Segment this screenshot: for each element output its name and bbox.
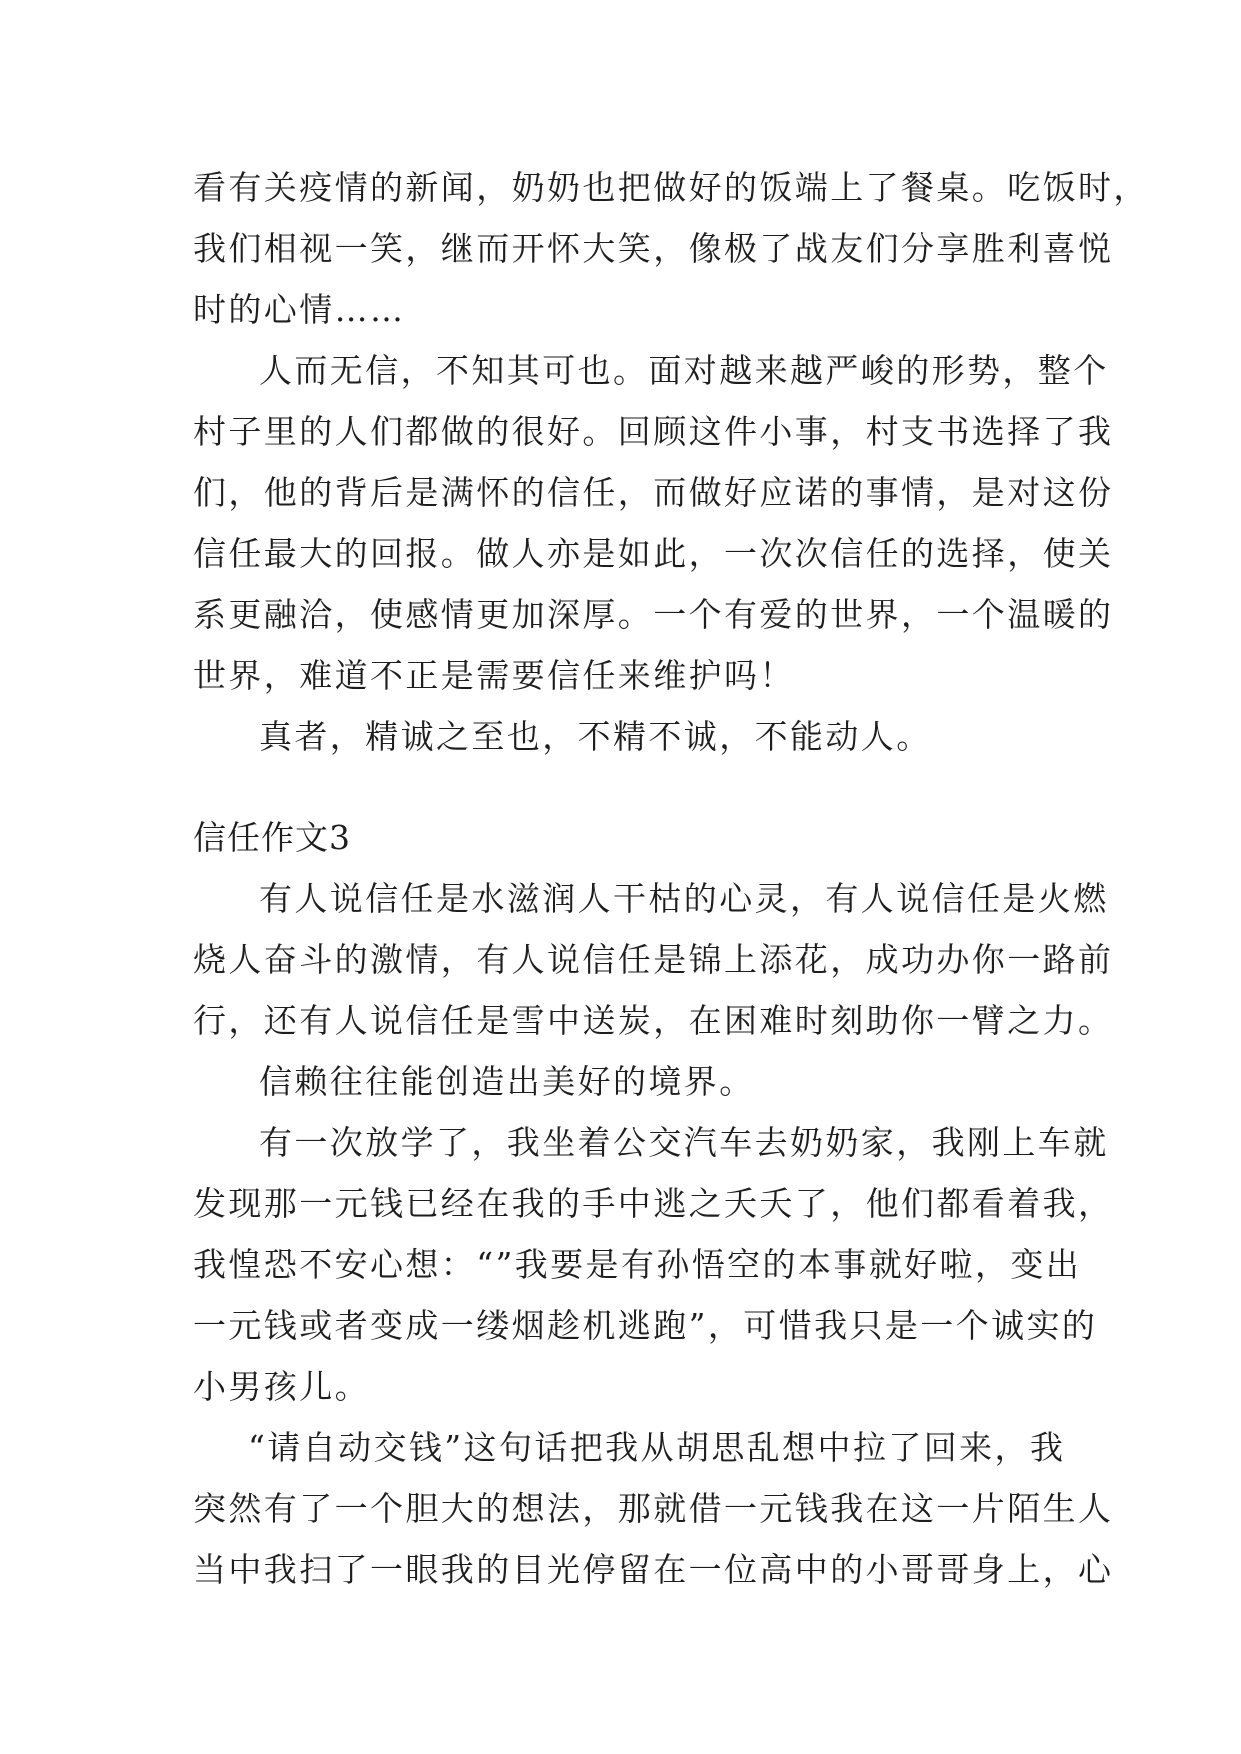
text-line: 看有关疫情的新闻，奶奶也把做好的饭端上了餐桌。吃饭时，: [193, 168, 1149, 207]
text-line: 村子里的人们都做的很好。回顾这件小事，村支书选择了我: [193, 412, 1114, 451]
text-line: 有一次放学了，我坐着公交汽车去奶奶家，我刚上车就: [259, 1123, 1109, 1162]
text-line: 行，还有人说信任是雪中送炭，在困难时刻助你一臂之力。: [193, 1001, 1114, 1040]
text-line: 信赖往往能创造出美好的境界。: [259, 1062, 755, 1101]
text-line: 小男孩儿。: [193, 1367, 370, 1406]
section-heading: 信任作文3: [193, 818, 351, 857]
text-line: 有人说信任是水滋润人干枯的心灵，有人说信任是火燃: [259, 879, 1109, 918]
text-line: 我们相视一笑，继而开怀大笑，像极了战友们分享胜利喜悦: [193, 229, 1114, 268]
text-line: 们，他的背后是满怀的信任，而做好应诺的事情，是对这份: [193, 473, 1114, 512]
text-line: 突然有了一个胆大的想法，那就借一元钱我在这一片陌生人: [193, 1489, 1114, 1528]
text-line: 系更融洽，使感情更加深厚。一个有爱的世界，一个温暖的: [193, 595, 1114, 634]
text-line: 发现那一元钱已经在我的手中逃之夭夭了，他们都看着我，: [193, 1184, 1114, 1223]
text-line: 时的心情……: [193, 290, 406, 329]
text-line: 烧人奋斗的激情，有人说信任是锦上添花，成功办你一路前: [193, 940, 1114, 979]
text-line: “请自动交钱”这句话把我从胡思乱想中拉了回来，我: [248, 1428, 1066, 1467]
text-line: 世界，难道不正是需要信任来维护吗！: [193, 656, 795, 695]
text-line: 我惶恐不安心想：“”我要是有孙悟空的本事就好啦，变出: [193, 1245, 1082, 1284]
text-line: 真者，精诚之至也，不精不诚，不能动人。: [259, 717, 932, 756]
text-line: 当中我扫了一眼我的目光停留在一位高中的小哥哥身上，心: [193, 1550, 1114, 1589]
text-line: 一元钱或者变成一缕烟趁机逃跑”，可惜我只是一个诚实的: [193, 1306, 1098, 1345]
text-line: 信任最大的回报。做人亦是如此，一次次信任的选择，使关: [193, 534, 1114, 573]
text-line: 人而无信，不知其可也。面对越来越严峻的形势，整个: [259, 351, 1109, 390]
